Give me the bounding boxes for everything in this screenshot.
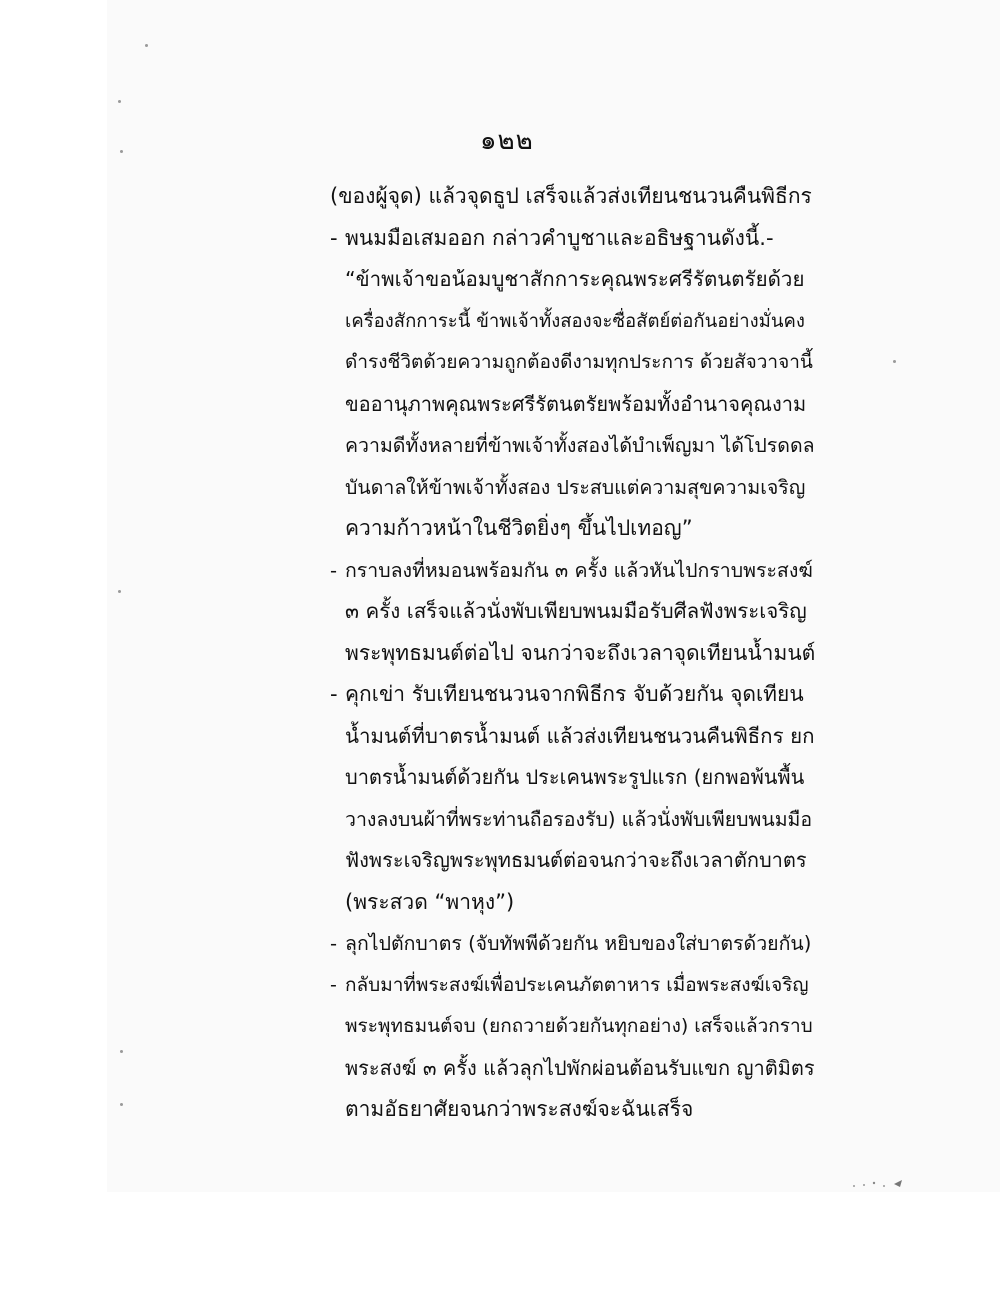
scan-speck <box>145 44 148 47</box>
list-item-line: ความก้าวหน้าในชีวิตยิ่งๆ ขึ้นไปเทอญ” <box>345 516 693 540</box>
list-item <box>330 923 810 965</box>
list-item-line: คุกเข่า รับเทียนชนวนจากพิธีกร จับด้วยกัน จุดเทียน <box>345 682 804 706</box>
list-item-line: ขออานุภาพคุณพระศรีรัตนตรัยพร้อมทั้งอำนาจคุณงาม <box>345 391 807 416</box>
list-item-line: บาตรน้ำมนต์ด้วยกัน ประเคนพระรูปแรก (ยกพอพ้นพื้น <box>345 765 805 789</box>
list-item <box>330 965 815 1131</box>
list-item-line: วางลงบนผ้าที่พระท่านถือรองรับ) แล้วนั่งพับเพียบพนมมือ <box>345 807 813 831</box>
list-item-line: บันดาลให้ข้าพเจ้าทั้งสอง ประสบแต่ความสุขความเจริญ <box>345 475 806 499</box>
list-item-line: ลุกไปตักบาตร (จับทัพพีด้วยกัน หยิบของใส่บาตรด้วยกัน) <box>345 932 812 955</box>
list-item-line: ดำรงชีวิตด้วยความถูกต้องดีงามทุกประการ ด้วยสัจวาจานี้ <box>345 351 813 373</box>
scan-speck <box>120 1050 123 1053</box>
scan-speck <box>118 590 121 593</box>
list-item-line: ๓ ครั้ง เสร็จแล้วนั่งพับเพียบพนมมือรับศีลฟังพระเจริญ <box>345 599 807 623</box>
list-item-line: พระสงฆ์ ๓ ครั้ง แล้วลุกไปพักผ่อนต้อนรับแขก ญาติมิตร <box>345 1055 815 1080</box>
scan-smudge <box>848 1178 908 1190</box>
paragraph-line: (ของผู้จุด) แล้วจุดธูป เสร็จแล้วส่งเทียนชนวนคืนพิธีกร <box>330 184 812 208</box>
bullet-dash: - <box>330 225 338 250</box>
scan-speck <box>120 1103 123 1106</box>
list-item-line: (พระสวด “พาหุง”) <box>345 889 515 914</box>
list-item-line: “ข้าพเจ้าขอน้อมบูชาสักการะคุณพระศรีรัตนตรัยด้วย <box>345 267 805 291</box>
list-item <box>330 550 816 675</box>
list-item-line: น้ำมนต์ที่บาตรน้ำมนต์ แล้วส่งเทียนชนวนคืนพิธีกร ยก <box>345 723 815 748</box>
list-item <box>330 674 815 923</box>
scan-speck <box>118 100 121 103</box>
list-item-line: พระพุทธมนต์จบ (ยกถวายด้วยกันทุกอย่าง) เสร็จแล้วกราบ <box>345 1015 813 1037</box>
bullet-dash: - <box>330 932 338 955</box>
list-item-line: ความดีทั้งหลายที่ข้าพเจ้าทั้งสองได้บำเพ็ญมา ได้โปรดดล <box>345 434 815 457</box>
bullet-dash: - <box>330 973 337 996</box>
bullet-dash: - <box>330 682 338 706</box>
scan-speck <box>120 150 123 153</box>
list-item-line: ตามอัธยาศัยจนกว่าพระสงฆ์จะฉันเสร็จ <box>345 1097 694 1121</box>
list-item-line: กลับมาที่พระสงฆ์เพื่อประเคนภัตตาหาร เมื่อพระสงฆ์เจริญ <box>345 973 809 996</box>
body-text <box>330 176 816 1131</box>
list-item-line: พระพุทธมนต์ต่อไป จนกว่าจะถึงเวลาจุดเทียนน้ำมนต์ <box>345 640 816 665</box>
bullet-dash: - <box>330 558 338 582</box>
list-item-line: กราบลงที่หมอนพร้อมกัน ๓ ครั้ง แล้วหันไปกราบพระสงฆ์ <box>345 558 813 582</box>
list-item <box>330 218 815 550</box>
scan-speck <box>893 360 896 363</box>
page-number: ๑๒๒ <box>480 126 534 156</box>
list-item-line: เครื่องสักการะนี้ ข้าพเจ้าทั้งสองจะซื่อสัตย์ต่อกันอย่างมั่นคง <box>345 310 805 332</box>
list-item-line: ฟังพระเจริญพระพุทธมนต์ต่อจนกว่าจะถึงเวลาตักบาตร <box>345 848 807 872</box>
list-item-line: พนมมือเสมออก กล่าวคำบูชาและอธิษฐานดังนี้.- <box>345 225 774 250</box>
